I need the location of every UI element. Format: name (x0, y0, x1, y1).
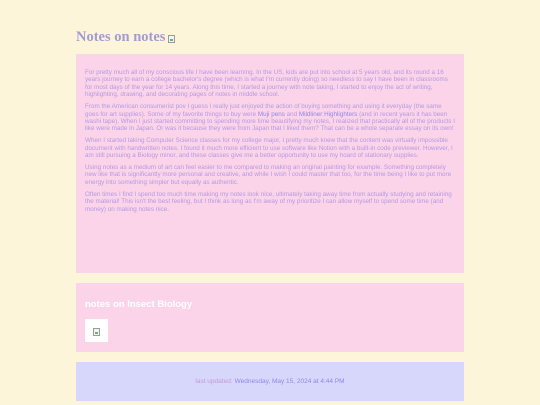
last-updated-label: last updated: (195, 378, 233, 385)
intro-paragraph-2-text-a: From the American consumerist pov I guess I really just enjoyed the action of buying something and using it everyday (the same goes for art supplies). Some of my favorite things to buy were (85, 103, 442, 118)
intro-paragraph-1: For pretty much all of my conscious life I have been learning. In the US, kids are put into school at 5 years old, and its round a 16 years journey to earn a college bachelor's degree (which is what I'm currently doing) so needless to say I have been in classrooms for most days of the year for 14 years. Along this time, I started a journey with note taking, I started to enjoy the act of writing, highlighting, drawing, and decorating pages of notes in middle school. (85, 69, 448, 99)
intro-paragraph-3: When I started taking Computer Science classes for my college major, I pretty much knew that the content was virtually impossible document with handwritten notes. I found it much more efficient to use software like Notion with a built-in code previewer. However, I am still pursuing a Biology minor, and these classes give me a better opportunity to use my hoard of stationary supplies. (85, 137, 453, 160)
intro-paragraph-2 (85, 103, 455, 133)
last-updated-date: Wednesday, May 15, 2024 at 4:44 PM (234, 378, 345, 385)
broken-image-icon (93, 328, 100, 336)
intro-paragraph-2-and: and (284, 110, 299, 118)
muji-pens-link[interactable]: Muji pens (257, 110, 285, 118)
last-updated-footer (76, 362, 464, 401)
intro-paragraph-2-text-b: (and in recent years it has been washi tape). When I just started committing to spending more time beautifying my notes, I realized that practically all of the products I like were made in Japan. Or was it because they were from Japan that I liked them? That can be a whole separate essay on its own! (85, 110, 455, 133)
page-title-text: Notes on notes (76, 29, 166, 45)
insect-biology-title[interactable]: notes on Insect Biology (85, 299, 193, 310)
intro-card (76, 54, 464, 273)
intro-paragraph-5: Often times I find I spend too much time making my notes look nice, ultimately taking away time from actually studying and retaining the material! This isn't the best feeling, but I think as long as I'm away of my prioritize I can allow myself to spend some time (and money) on making notes nice. (85, 190, 452, 213)
page-title (76, 29, 175, 46)
broken-image-icon (168, 35, 175, 43)
insect-biology-card (76, 283, 464, 352)
insect-biology-thumbnail[interactable] (85, 319, 108, 342)
intro-paragraph-4: Using notes as a medium of art can feel easier to me compared to making an original painting for example. Something completely new like that is significantly more personal and creative, and while I wish I could master that too, for the time being I like to put more energy into something simpler but equally as authentic. (85, 163, 452, 186)
mildliner-highlighters-link[interactable]: Mildliner Highlighters (298, 110, 358, 118)
